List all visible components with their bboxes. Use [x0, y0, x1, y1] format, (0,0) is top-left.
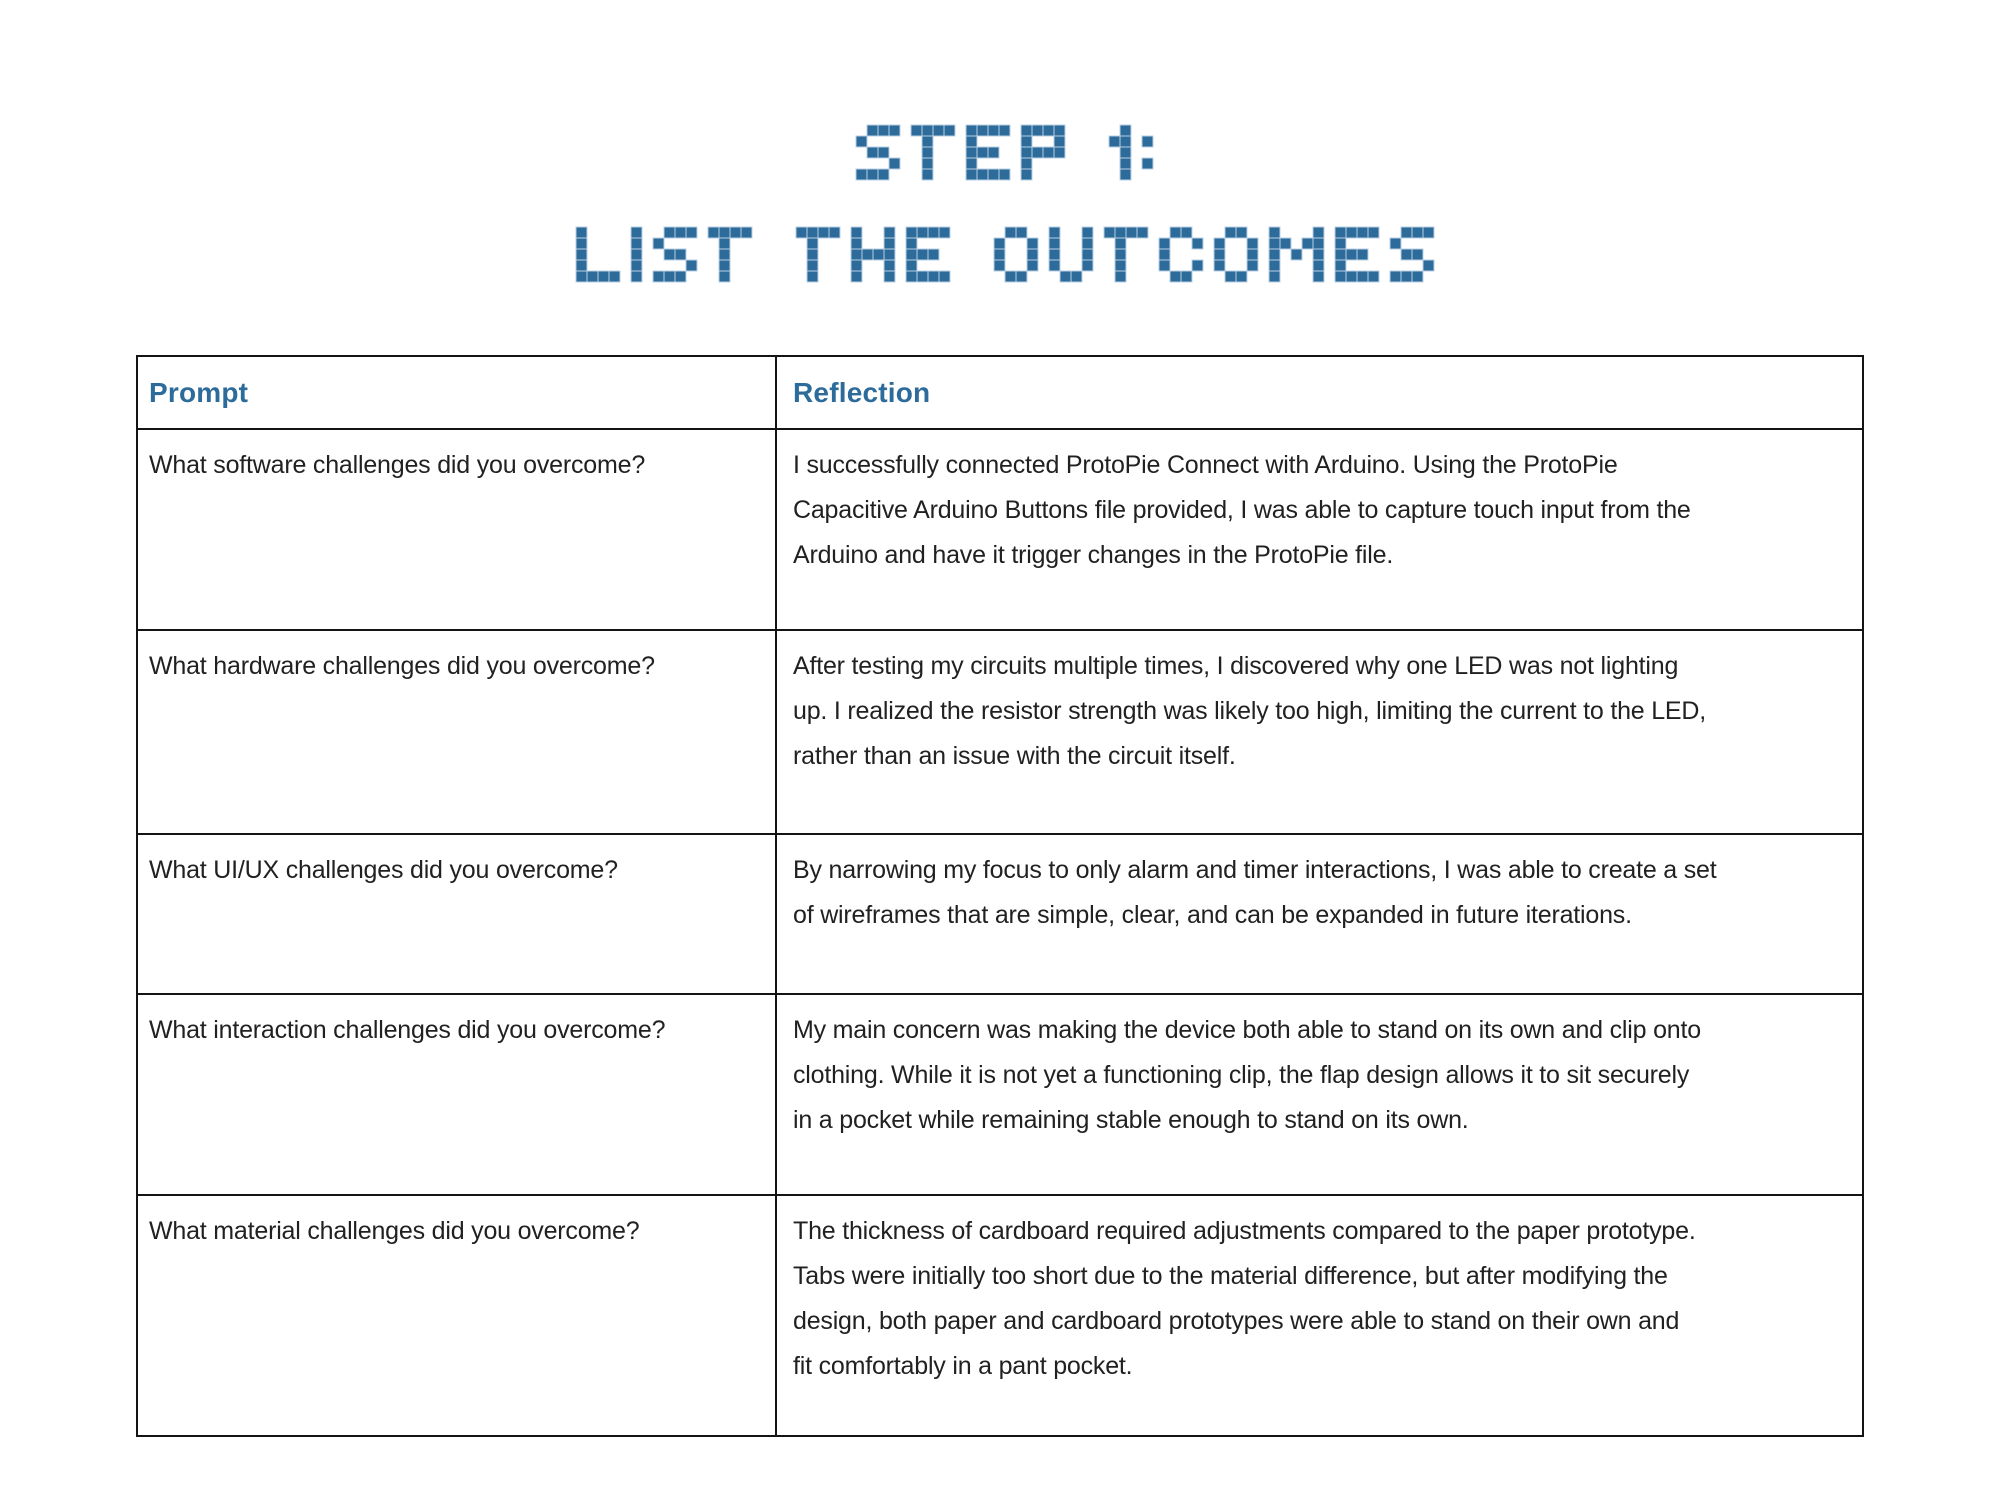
reflection-cell: [777, 430, 1862, 631]
reflection-line: Tabs were initially too short due to the material difference, but after modifying the: [793, 1262, 1668, 1290]
prompt-cell: What interaction challenges did you overcome?: [138, 995, 777, 1196]
reflection-cell: [777, 1196, 1862, 1435]
reflection-cell: [777, 631, 1862, 835]
reflection-line: Arduino and have it trigger changes in the ProtoPie file.: [793, 541, 1394, 569]
prompt-cell: What hardware challenges did you overcome?: [138, 631, 777, 835]
prompt-cell: What material challenges did you overcome?: [138, 1196, 777, 1435]
prompt-cell: What UI/UX challenges did you overcome?: [138, 835, 777, 995]
reflection-line: After testing my circuits multiple times, I discovered why one LED was not lighting: [793, 652, 1679, 680]
title-line-1: [0, 123, 2009, 182]
reflection-line: The thickness of cardboard required adjustments compared to the paper prototype.: [793, 1217, 1696, 1245]
reflection-cell: [777, 995, 1862, 1196]
reflection-line: clothing. While it is not yet a functioning clip, the flap design allows it to sit securely: [793, 1061, 1690, 1089]
reflection-line: of wireframes that are simple, clear, and can be expanded in future iterations.: [793, 901, 1632, 929]
reflection-line: Capacitive Arduino Buttons file provided, I was able to capture touch input from the: [793, 496, 1691, 524]
reflection-cell: [777, 835, 1862, 995]
reflection-line: fit comfortably in a pant pocket.: [793, 1352, 1133, 1380]
title-line-2: [0, 225, 2009, 284]
prompt-column-header: Prompt: [138, 357, 777, 430]
reflection-line: in a pocket while remaining stable enough to stand on its own.: [793, 1106, 1469, 1134]
reflection-line: design, both paper and cardboard prototypes were able to stand on their own and: [793, 1307, 1680, 1335]
reflection-line: By narrowing my focus to only alarm and timer interactions, I was able to create a set: [793, 856, 1717, 884]
outcomes-table: [136, 355, 1864, 1437]
reflection-line: rather than an issue with the circuit itself.: [793, 742, 1236, 770]
reflection-line: I successfully connected ProtoPie Connect with Arduino. Using the ProtoPie: [793, 451, 1618, 479]
reflection-line: up. I realized the resistor strength was likely too high, limiting the current to the LED,: [793, 697, 1707, 725]
reflection-column-header: Reflection: [777, 357, 1862, 430]
prompt-cell: What software challenges did you overcome?: [138, 430, 777, 631]
reflection-line: My main concern was making the device both able to stand on its own and clip onto: [793, 1016, 1701, 1044]
